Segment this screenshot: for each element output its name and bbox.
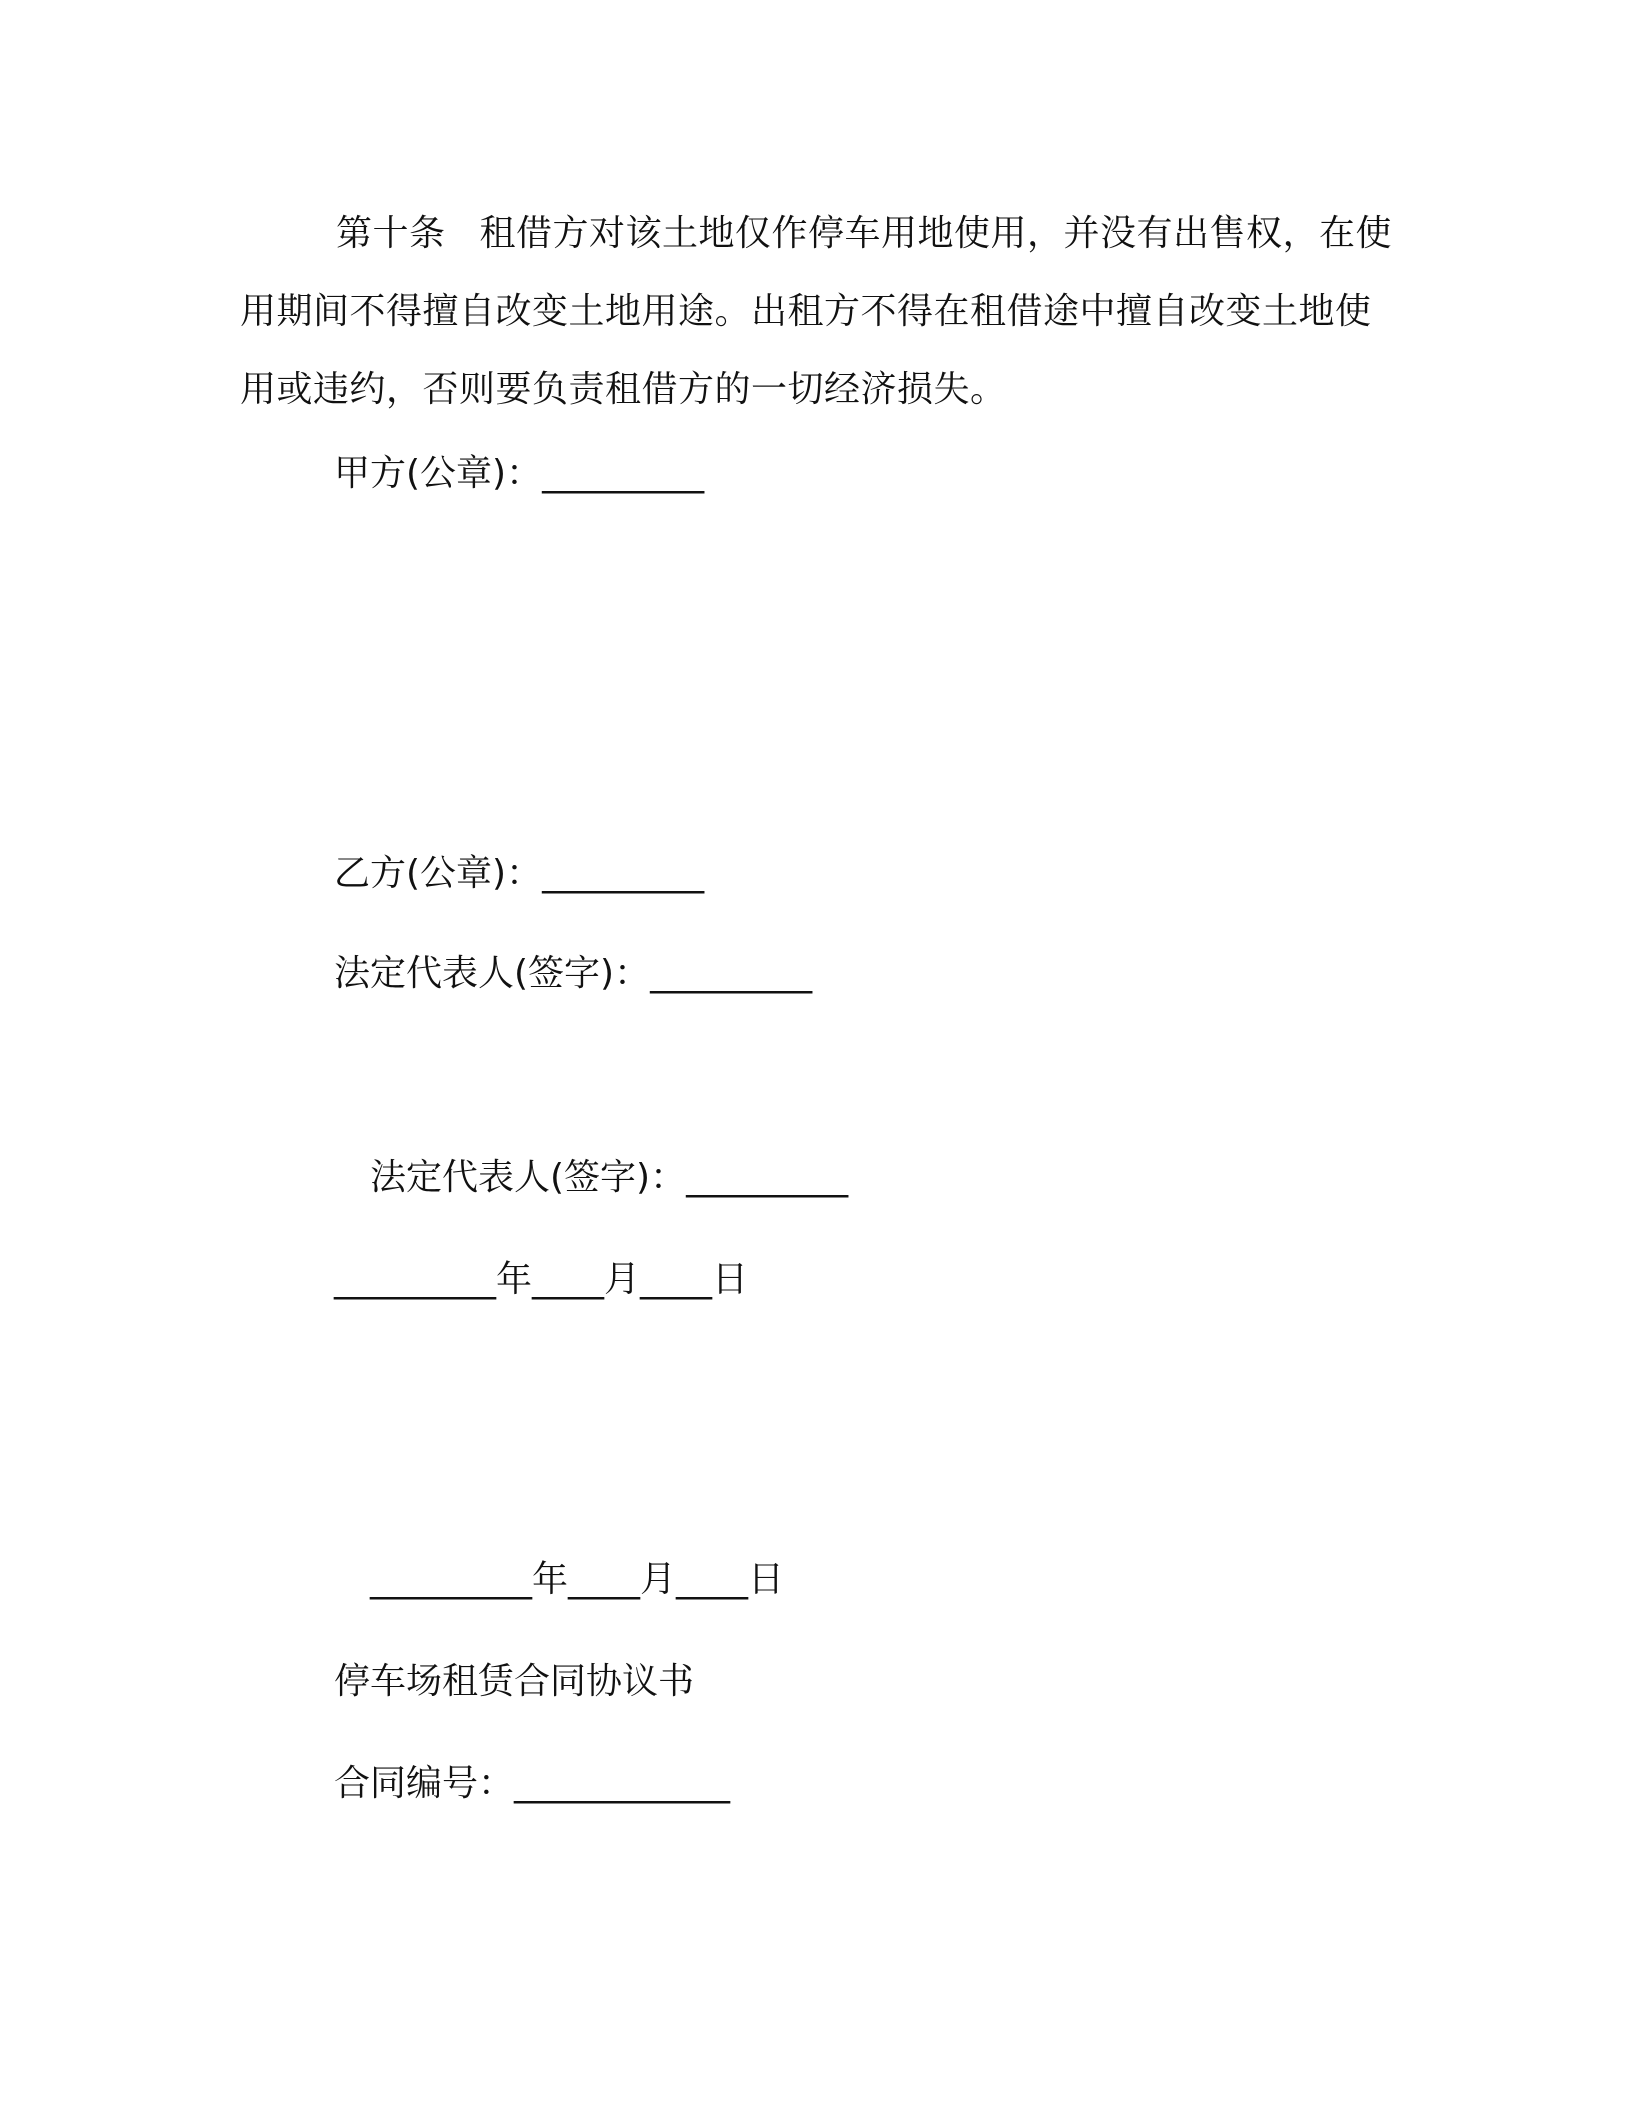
- article-text: 租借方对该土地仅作停车用地使用，并没有出售权，在使用期间不得擅自改变土地用途。出租方不得在租借途中擅自改变土地使用或违约，否则要负责租借方的一切经济损失。: [240, 213, 1393, 410]
- article-number: 第十条: [336, 213, 446, 254]
- article-ten-paragraph: [240, 195, 1400, 429]
- party-a-seal-line: 甲方(公章)：_________: [334, 453, 705, 494]
- date-line-2: _________年____月____日: [370, 1559, 784, 1600]
- legal-representative-line-2: 法定代表人(签字)：_________: [370, 1157, 849, 1198]
- document-title: 停车场租赁合同协议书: [334, 1661, 695, 1702]
- contract-number-line: 合同编号：____________: [334, 1763, 731, 1804]
- date-line-1: _________年____月____日: [334, 1259, 748, 1300]
- legal-representative-line-1: 法定代表人(签字)：_________: [334, 953, 813, 994]
- party-b-seal-line: 乙方(公章)：_________: [334, 853, 705, 894]
